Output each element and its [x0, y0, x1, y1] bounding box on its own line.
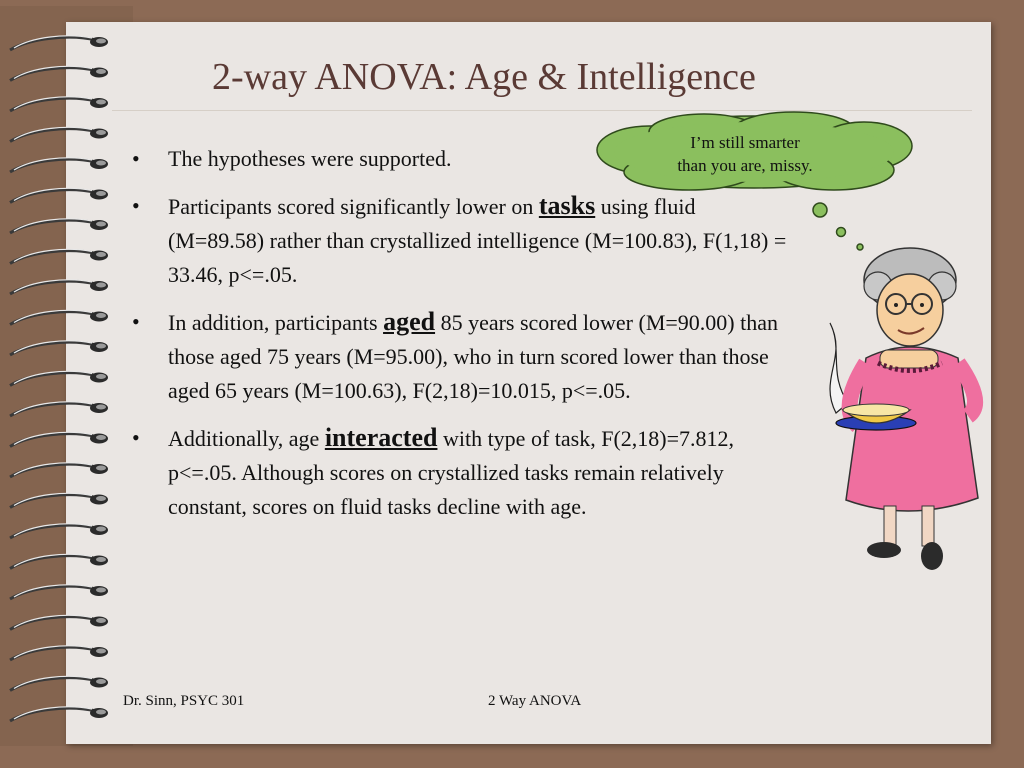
binder-ring	[10, 310, 108, 324]
binder-ring	[10, 188, 108, 202]
binder-ring	[10, 585, 108, 599]
bullet-item	[132, 421, 797, 524]
bullet-keyword: interacted	[324, 423, 438, 452]
binder-ring	[10, 249, 108, 263]
binder-ring	[10, 158, 108, 172]
bullet-text: with type of task, F(2,18)=7.812, p<=.05. Although scores on crystallized tasks remain relatively constant, scores on fluid tasks decline with age.	[168, 426, 735, 519]
spiral-binding	[0, 0, 120, 768]
bullet-item	[132, 305, 797, 408]
footer-center: 2 Way ANOVA	[488, 693, 582, 709]
binder-ring	[10, 341, 108, 355]
binder-ring	[10, 493, 108, 507]
binder-ring	[10, 646, 108, 660]
binder-ring	[10, 97, 108, 111]
bullet-text: In addition, participants	[168, 310, 384, 335]
footer-left: Dr. Sinn, PSYC 301	[123, 693, 245, 709]
bullet-keyword: aged	[383, 307, 436, 336]
binder-ring	[10, 676, 108, 690]
bullet-marker: •	[132, 425, 140, 450]
binder-ring	[10, 707, 108, 721]
binder-ring	[10, 463, 108, 477]
thought-line: than you are, missy.	[677, 156, 813, 175]
binder-ring	[10, 524, 108, 538]
bullet-marker: •	[132, 146, 140, 171]
binder-ring	[10, 554, 108, 568]
bullet-text: using fluid (M=89.58) rather than crystallized intelligence (M=100.83), F(1,18) = 33.46, p<=.05.	[168, 194, 787, 287]
binder-ring	[10, 615, 108, 629]
slide-title: 2-way ANOVA: Age & Intelligence	[212, 56, 756, 98]
thought-bubble-text	[640, 131, 850, 177]
bullet-text: 85 years scored lower (M=90.00) than those aged 75 years (M=95.00), who in turn scored lower than those aged 65 years (M=100.63), F(2,18)=10.015, p<=.05.	[168, 310, 778, 403]
bullet-text: The hypotheses were supported.	[168, 146, 452, 171]
thought-line: I’m still smarter	[690, 133, 800, 152]
binder-ring	[10, 219, 108, 233]
binder-ring	[10, 66, 108, 80]
binder-ring	[10, 402, 108, 416]
binder-ring	[10, 127, 108, 141]
binder-ring	[10, 36, 108, 50]
binder-ring	[10, 280, 108, 294]
bullet-text: Additionally, age	[168, 426, 325, 451]
bullet-marker: •	[132, 309, 140, 334]
grandmother-illustration	[818, 238, 998, 578]
bullet-keyword: tasks	[538, 191, 596, 220]
bullet-text: Participants scored significantly lower on	[168, 194, 539, 219]
binder-ring	[10, 432, 108, 446]
binder-ring	[10, 371, 108, 385]
bullet-marker: •	[132, 193, 140, 218]
